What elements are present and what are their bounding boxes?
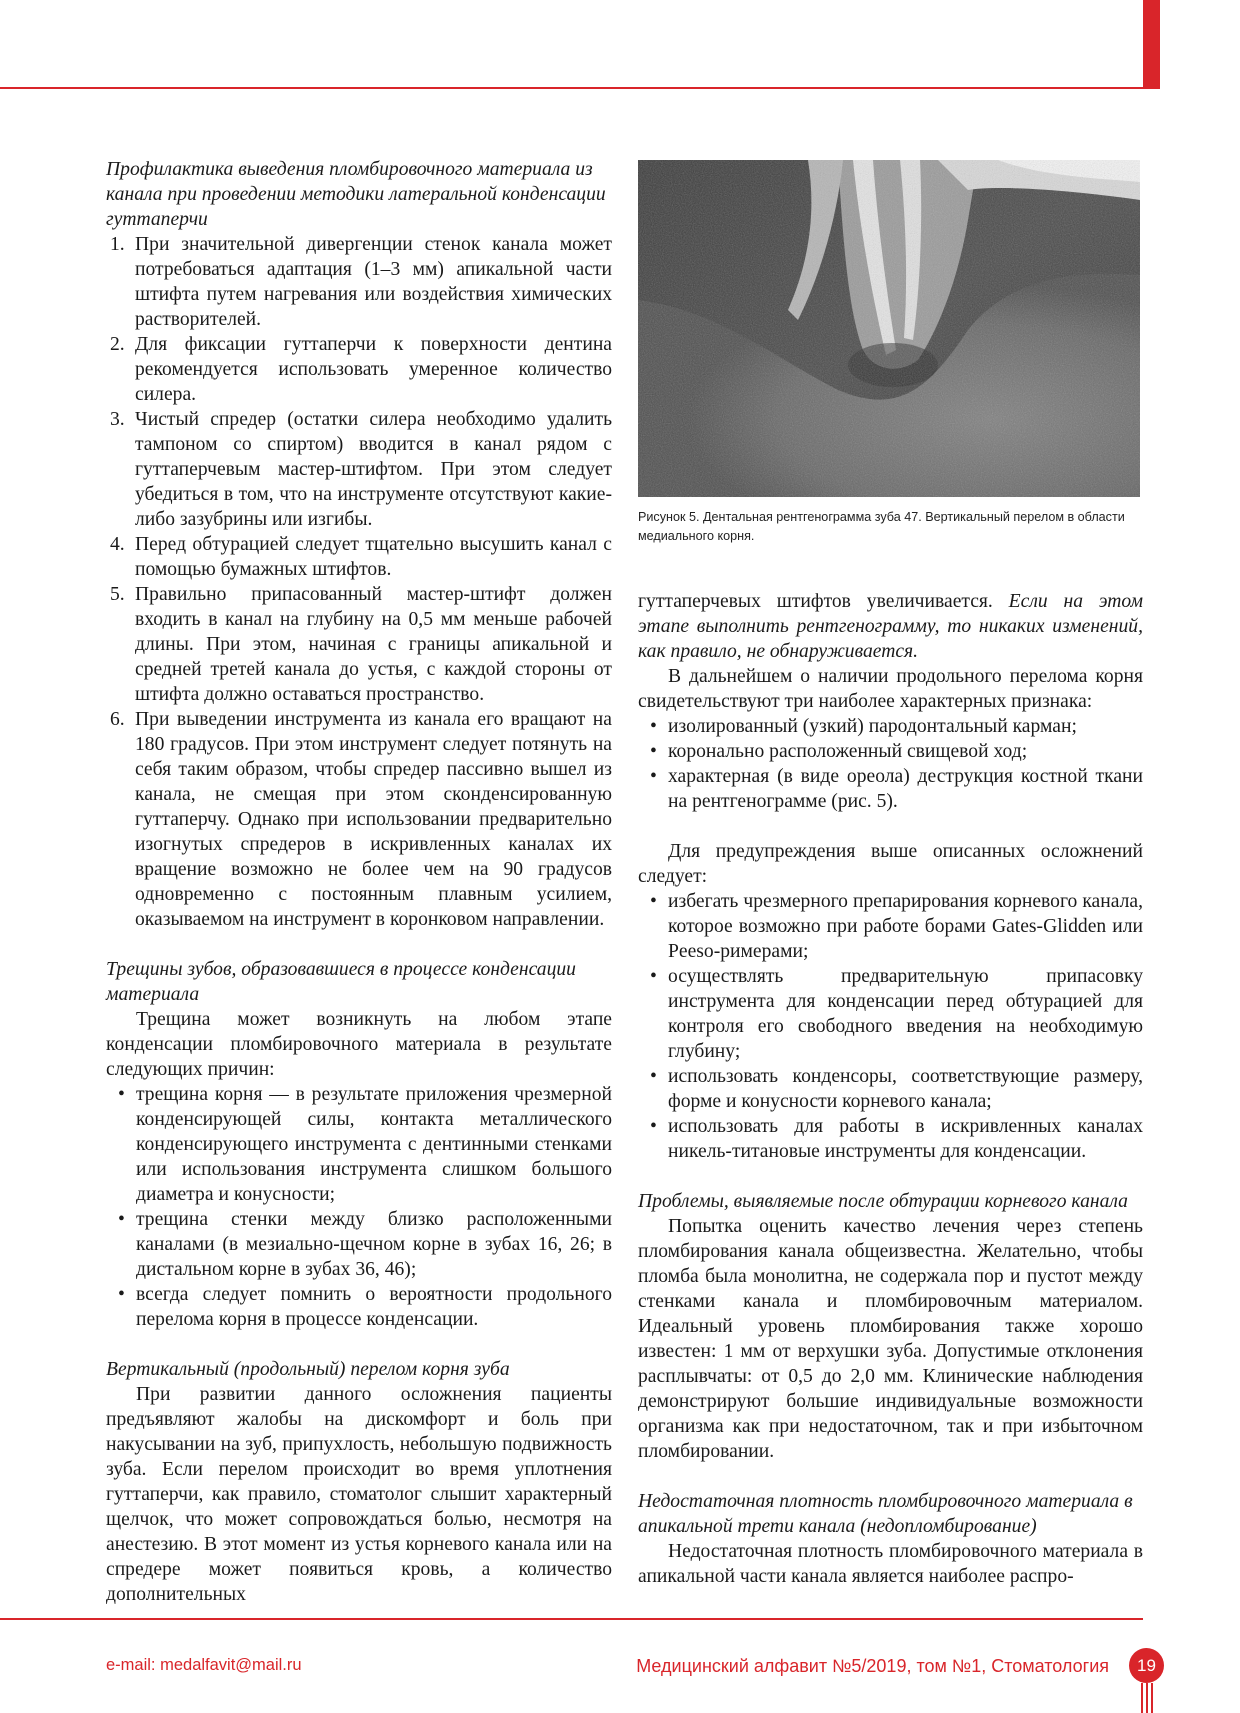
paragraph: гуттаперчевых штифтов увеличивается. Если на этом этапе выполнить рентгенограмму, то никаких изменений, как правило, не обнаруживается. (638, 591, 1143, 662)
prevention-steps-list (106, 232, 612, 932)
section-heading-cracks: Трещины зубов, образовавшиеся в процессе конденсации материала (106, 959, 576, 1005)
figure-caption: Рисунок 5. Дентальная рентгенограмма зуба 47. Вертикальный перелом в области медиального корня. (638, 510, 1125, 543)
list-item: 5. Правильно припасованный мастер-штифт должен входить в канал на глубину на 0,5 мм меньше рабочей длины. При этом, начиная с границы апикальной и средней третей канала до устья, с каждой стороны от штифта должно оставаться пространство. (110, 584, 612, 705)
paragraph: При развитии данного осложнения пациенты предъявляют жалобы на дискомфорт и боль при накусывании на зуб, припухлость, небольшую подвижность зуба. Если перелом происходит во время уплотнения гуттаперчи, как правило, стоматолог слышит характерный щелчок, что может сопровождаться болью, несмотря на анестезию. В этот момент из устья корневого канала или на спредере может появиться кровь, а количество дополнительных (106, 1384, 612, 1605)
list-item: • трещина корня — в результате приложения чрезмерной конденсирующей силы, контакта металлического конденсирующего инструмента с дентинными стенками или использования инструмента слишком большого диаметра и конусности; (118, 1084, 612, 1205)
section-heading-problems: Проблемы, выявляемые после обтурации корневого канала (638, 1191, 1128, 1212)
section-heading-vertical-fracture: Вертикальный (продольный) перелом корня зуба (106, 1359, 510, 1380)
section-heading-prevention: Профилактика выведения пломбировочного материала из канала при проведении методики латеральной конденсации гуттаперчи (106, 159, 606, 230)
list-item: • характерная (в виде ореола) деструкция костной ткани на рентгенограмме (рис. 5). (650, 766, 1143, 812)
footer-email[interactable]: e-mail: medalfavit@mail.ru (106, 1656, 302, 1674)
xray-figure (638, 160, 1140, 497)
paragraph: Трещина может возникнуть на любом этапе конденсации пломбировочного материала в результате следующих причин: (106, 1009, 612, 1080)
header-corner-tab (1143, 0, 1160, 89)
list-item: • использовать конденсоры, соответствующие размеру, форме и конусности корневого канала; (650, 1066, 1143, 1112)
header-rule (0, 87, 1143, 89)
paragraph: В дальнейшем о наличии продольного перелома корня свидетельствуют три наиболее характерных признака: (638, 666, 1143, 712)
paragraph: Попытка оценить качество лечения через степень пломбирования канала общеизвестна. Желательно, чтобы пломба была монолитна, не содержала пор и пустот между стенками канала и пломбировочным материалом. Идеальный уровень пломбирования также хорошо известен: 1 мм от верхушки зуба. Допустимые отклонения расплывчаты: от 0,5 до 2,0 мм. Клинические наблюдения демонстрируют большие индивидуальные возможности организма как при недостаточном, так и при избыточном пломбировании. (638, 1216, 1143, 1462)
right-column (638, 589, 1143, 1589)
section-heading-density: Недостаточная плотность пломбировочного материала в апикальной трети канала (недопломбирование) (638, 1491, 1133, 1537)
list-item: 4. Перед обтурацией следует тщательно высушить канал с помощью бумажных штифтов. (110, 534, 612, 580)
left-column (106, 157, 612, 1607)
list-item: • всегда следует помнить о вероятности продольного перелома корня в процессе конденсации. (118, 1284, 612, 1330)
footer-rule (0, 1618, 1143, 1620)
list-item: 6. При выведении инструмента из канала его вращают на 180 градусов. При этом инструмент следует потянуть на себя таким образом, чтобы спредер пассивно вышел из канала, не смещая при этом сконденсированную гуттаперчу. Однако при использовании предварительно изогнутых спредеров в искривленных каналах их вращение возможно не более чем на 90 градусов одновременно с постоянным плавным усилием, оказываемом на инструмент в коронковом направлении. (110, 709, 612, 930)
list-item: • осуществлять предварительную припасовку инструмента для конденсации перед обтурацией для контроля его свободного введения на необходимую глубину; (650, 966, 1143, 1062)
footer-journal-title: Медицинский алфавит №5/2019, том №1, Стоматология (636, 1656, 1109, 1676)
list-item: 2. Для фиксации гуттаперчи к поверхности дентина рекомендуется использовать умеренное количество силера. (110, 334, 612, 405)
cracks-list (106, 1082, 612, 1332)
page-stripes-decoration (1140, 1683, 1154, 1713)
list-item: 1. При значительной дивергенции стенок канала может потребоваться адаптация (1–3 мм) апикальной части штифта путем нагревания или воздействия химических растворителей. (110, 234, 612, 330)
prevention-list (638, 889, 1143, 1164)
page-number: 19 (1129, 1648, 1164, 1683)
paragraph: Для предупреждения выше описанных осложнений следует: (638, 841, 1143, 887)
signs-list (638, 714, 1143, 814)
list-item: • изолированный (узкий) пародонтальный карман; (650, 716, 1077, 737)
list-item: • использовать для работы в искривленных каналах никель-титановые инструменты для конденсации. (650, 1116, 1143, 1162)
paragraph: Недостаточная плотность пломбировочного материала в апикальной части канала является наиболее распро- (638, 1541, 1143, 1587)
list-item: 3. Чистый спредер (остатки силера необходимо удалить тампоном со спиртом) вводится в канал рядом с гуттаперчевым мастер-штифтом. При этом следует убедиться в том, что на инструменте отсутствуют какие-либо зазубрины или изгибы. (110, 409, 612, 530)
xray-image (638, 160, 1140, 497)
list-item: • трещина стенки между близко расположенными каналами (в мезиально-щечном корне в зубах 16, 26; в дистальном корне в зубах 36, 46); (118, 1209, 612, 1280)
list-item: • избегать чрезмерного препарирования корневого канала, которое возможно при работе борами Gates-Glidden или Peeso-римерами; (650, 891, 1143, 962)
list-item: • коронально расположенный свищевой ход; (650, 741, 1028, 762)
